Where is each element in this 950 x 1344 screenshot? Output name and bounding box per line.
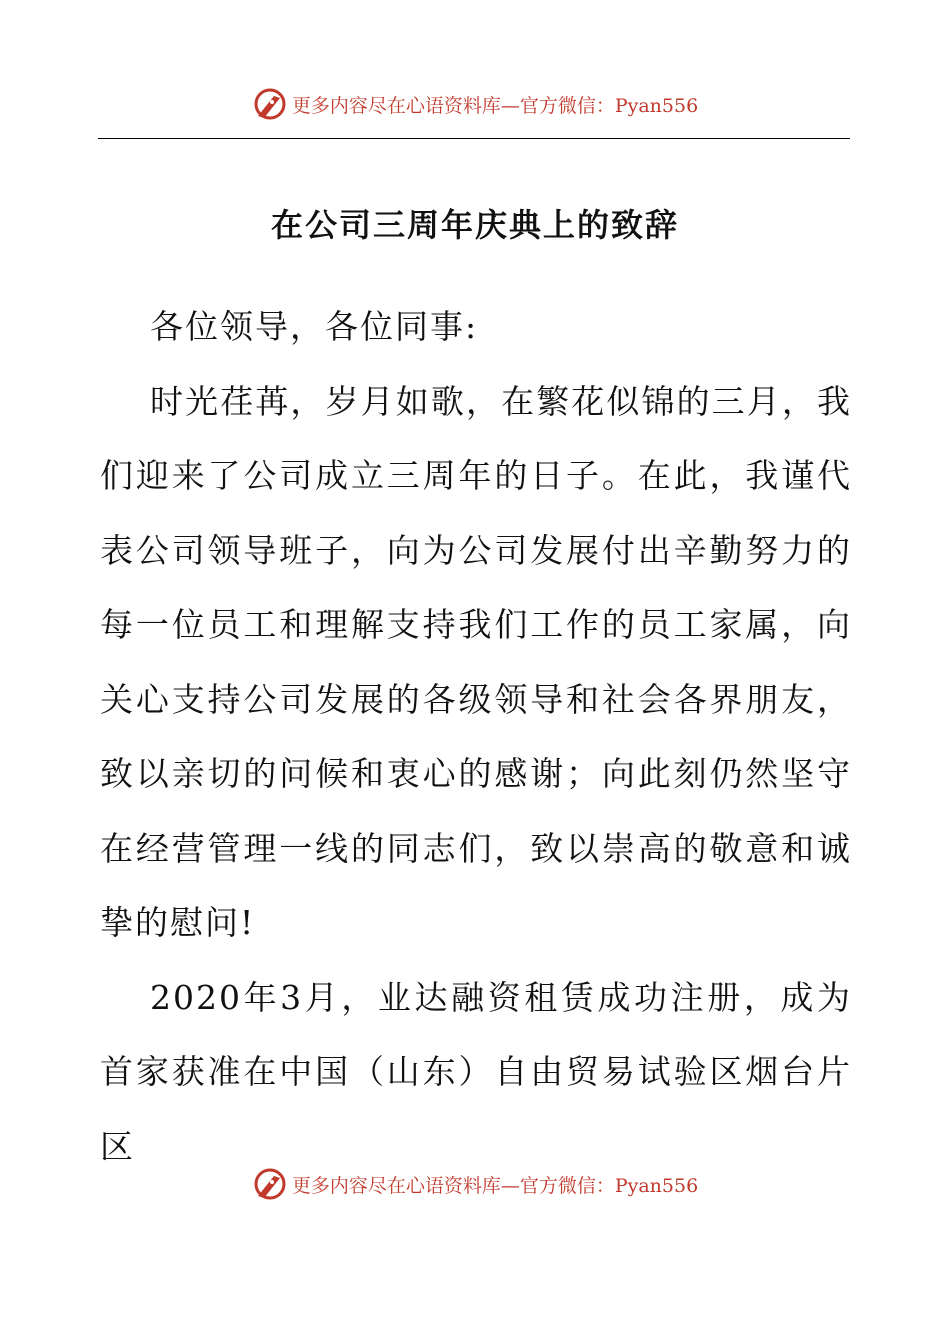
page-footer (0, 1162, 950, 1206)
footer-banner-text: 更多内容尽在心语资料库—官方微信：Pyan556 (291, 1174, 699, 1197)
pen-nib-logo-icon (252, 86, 288, 122)
header-divider (98, 138, 850, 139)
document-body (100, 290, 852, 1184)
paragraph-2: 2020年3月，业达融资租赁成功注册，成为首家获准在中国（山东）自由贸易试验区烟台片区 (100, 977, 852, 1166)
page-header (0, 82, 950, 126)
salutation: 各位领导，各位同事: (150, 307, 479, 346)
header-banner-text: 更多内容尽在心语资料库—官方微信：Pyan556 (291, 94, 699, 117)
footer-banner (252, 1166, 698, 1202)
pen-nib-logo-icon (252, 1166, 288, 1202)
paragraph-1: 时光荏苒，岁月如歌，在繁花似锦的三月，我们迎来了公司成立三周年的日子。在此，我谨代表公司领导班子，向为公司发展付出辛勤努力的每一位员工和理解支持我们工作的员工家属，向关心支持公司发展的各级领导和社会各界朋友，致以亲切的问候和衷心的感谢；向此刻仍然坚守在经营管理一线的同志们，致以崇高的敬意和诚挚的慰问! (100, 381, 852, 942)
header-banner (252, 86, 698, 122)
document-title: 在公司三周年庆典上的致辞 (270, 206, 679, 244)
